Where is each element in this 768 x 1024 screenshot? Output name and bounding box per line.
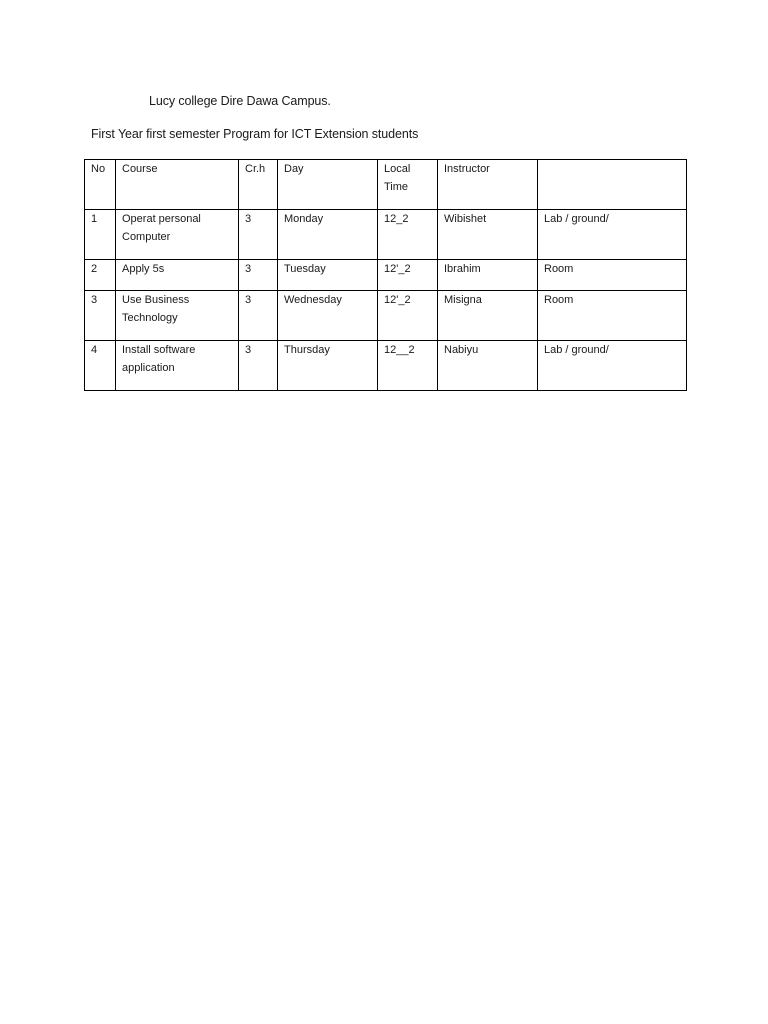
cell-course: Operat personal Computer bbox=[116, 210, 239, 260]
page-title: Lucy college Dire Dawa Campus. bbox=[149, 94, 331, 108]
cell-day: Tuesday bbox=[278, 260, 378, 291]
header-credit-hours: Cr.h bbox=[239, 160, 278, 210]
table-row bbox=[85, 210, 687, 260]
cell-instructor: Misigna bbox=[438, 291, 538, 341]
cell-local-time: 12__2 bbox=[378, 341, 438, 391]
cell-credit-hours: 3 bbox=[239, 341, 278, 391]
table-row bbox=[85, 260, 687, 291]
header-location bbox=[538, 160, 687, 210]
cell-day: Monday bbox=[278, 210, 378, 260]
cell-instructor: Wibishet bbox=[438, 210, 538, 260]
cell-course: Apply 5s bbox=[116, 260, 239, 291]
table-row bbox=[85, 341, 687, 391]
cell-course: Use Business Technology bbox=[116, 291, 239, 341]
cell-location: Room bbox=[538, 260, 687, 291]
cell-local-time: 12'_2 bbox=[378, 291, 438, 341]
cell-no: 4 bbox=[85, 341, 116, 391]
cell-location: Lab / ground/ bbox=[538, 341, 687, 391]
cell-day: Thursday bbox=[278, 341, 378, 391]
cell-instructor: Ibrahim bbox=[438, 260, 538, 291]
cell-credit-hours: 3 bbox=[239, 210, 278, 260]
cell-local-time: 12_2 bbox=[378, 210, 438, 260]
cell-location: Lab / ground/ bbox=[538, 210, 687, 260]
header-instructor: Instructor bbox=[438, 160, 538, 210]
cell-course: Install software application bbox=[116, 341, 239, 391]
cell-no: 3 bbox=[85, 291, 116, 341]
header-day: Day bbox=[278, 160, 378, 210]
cell-no: 1 bbox=[85, 210, 116, 260]
cell-local-time: 12'_2 bbox=[378, 260, 438, 291]
cell-instructor: Nabiyu bbox=[438, 341, 538, 391]
table-row bbox=[85, 291, 687, 341]
header-local-time: Local Time bbox=[378, 160, 438, 210]
page-subtitle: First Year first semester Program for ICT Extension students bbox=[91, 127, 419, 141]
cell-credit-hours: 3 bbox=[239, 260, 278, 291]
header-course: Course bbox=[116, 160, 239, 210]
cell-location: Room bbox=[538, 291, 687, 341]
cell-credit-hours: 3 bbox=[239, 291, 278, 341]
cell-day: Wednesday bbox=[278, 291, 378, 341]
header-no: No bbox=[85, 160, 116, 210]
table-header-row bbox=[85, 160, 687, 210]
schedule-table bbox=[84, 159, 687, 391]
cell-no: 2 bbox=[85, 260, 116, 291]
